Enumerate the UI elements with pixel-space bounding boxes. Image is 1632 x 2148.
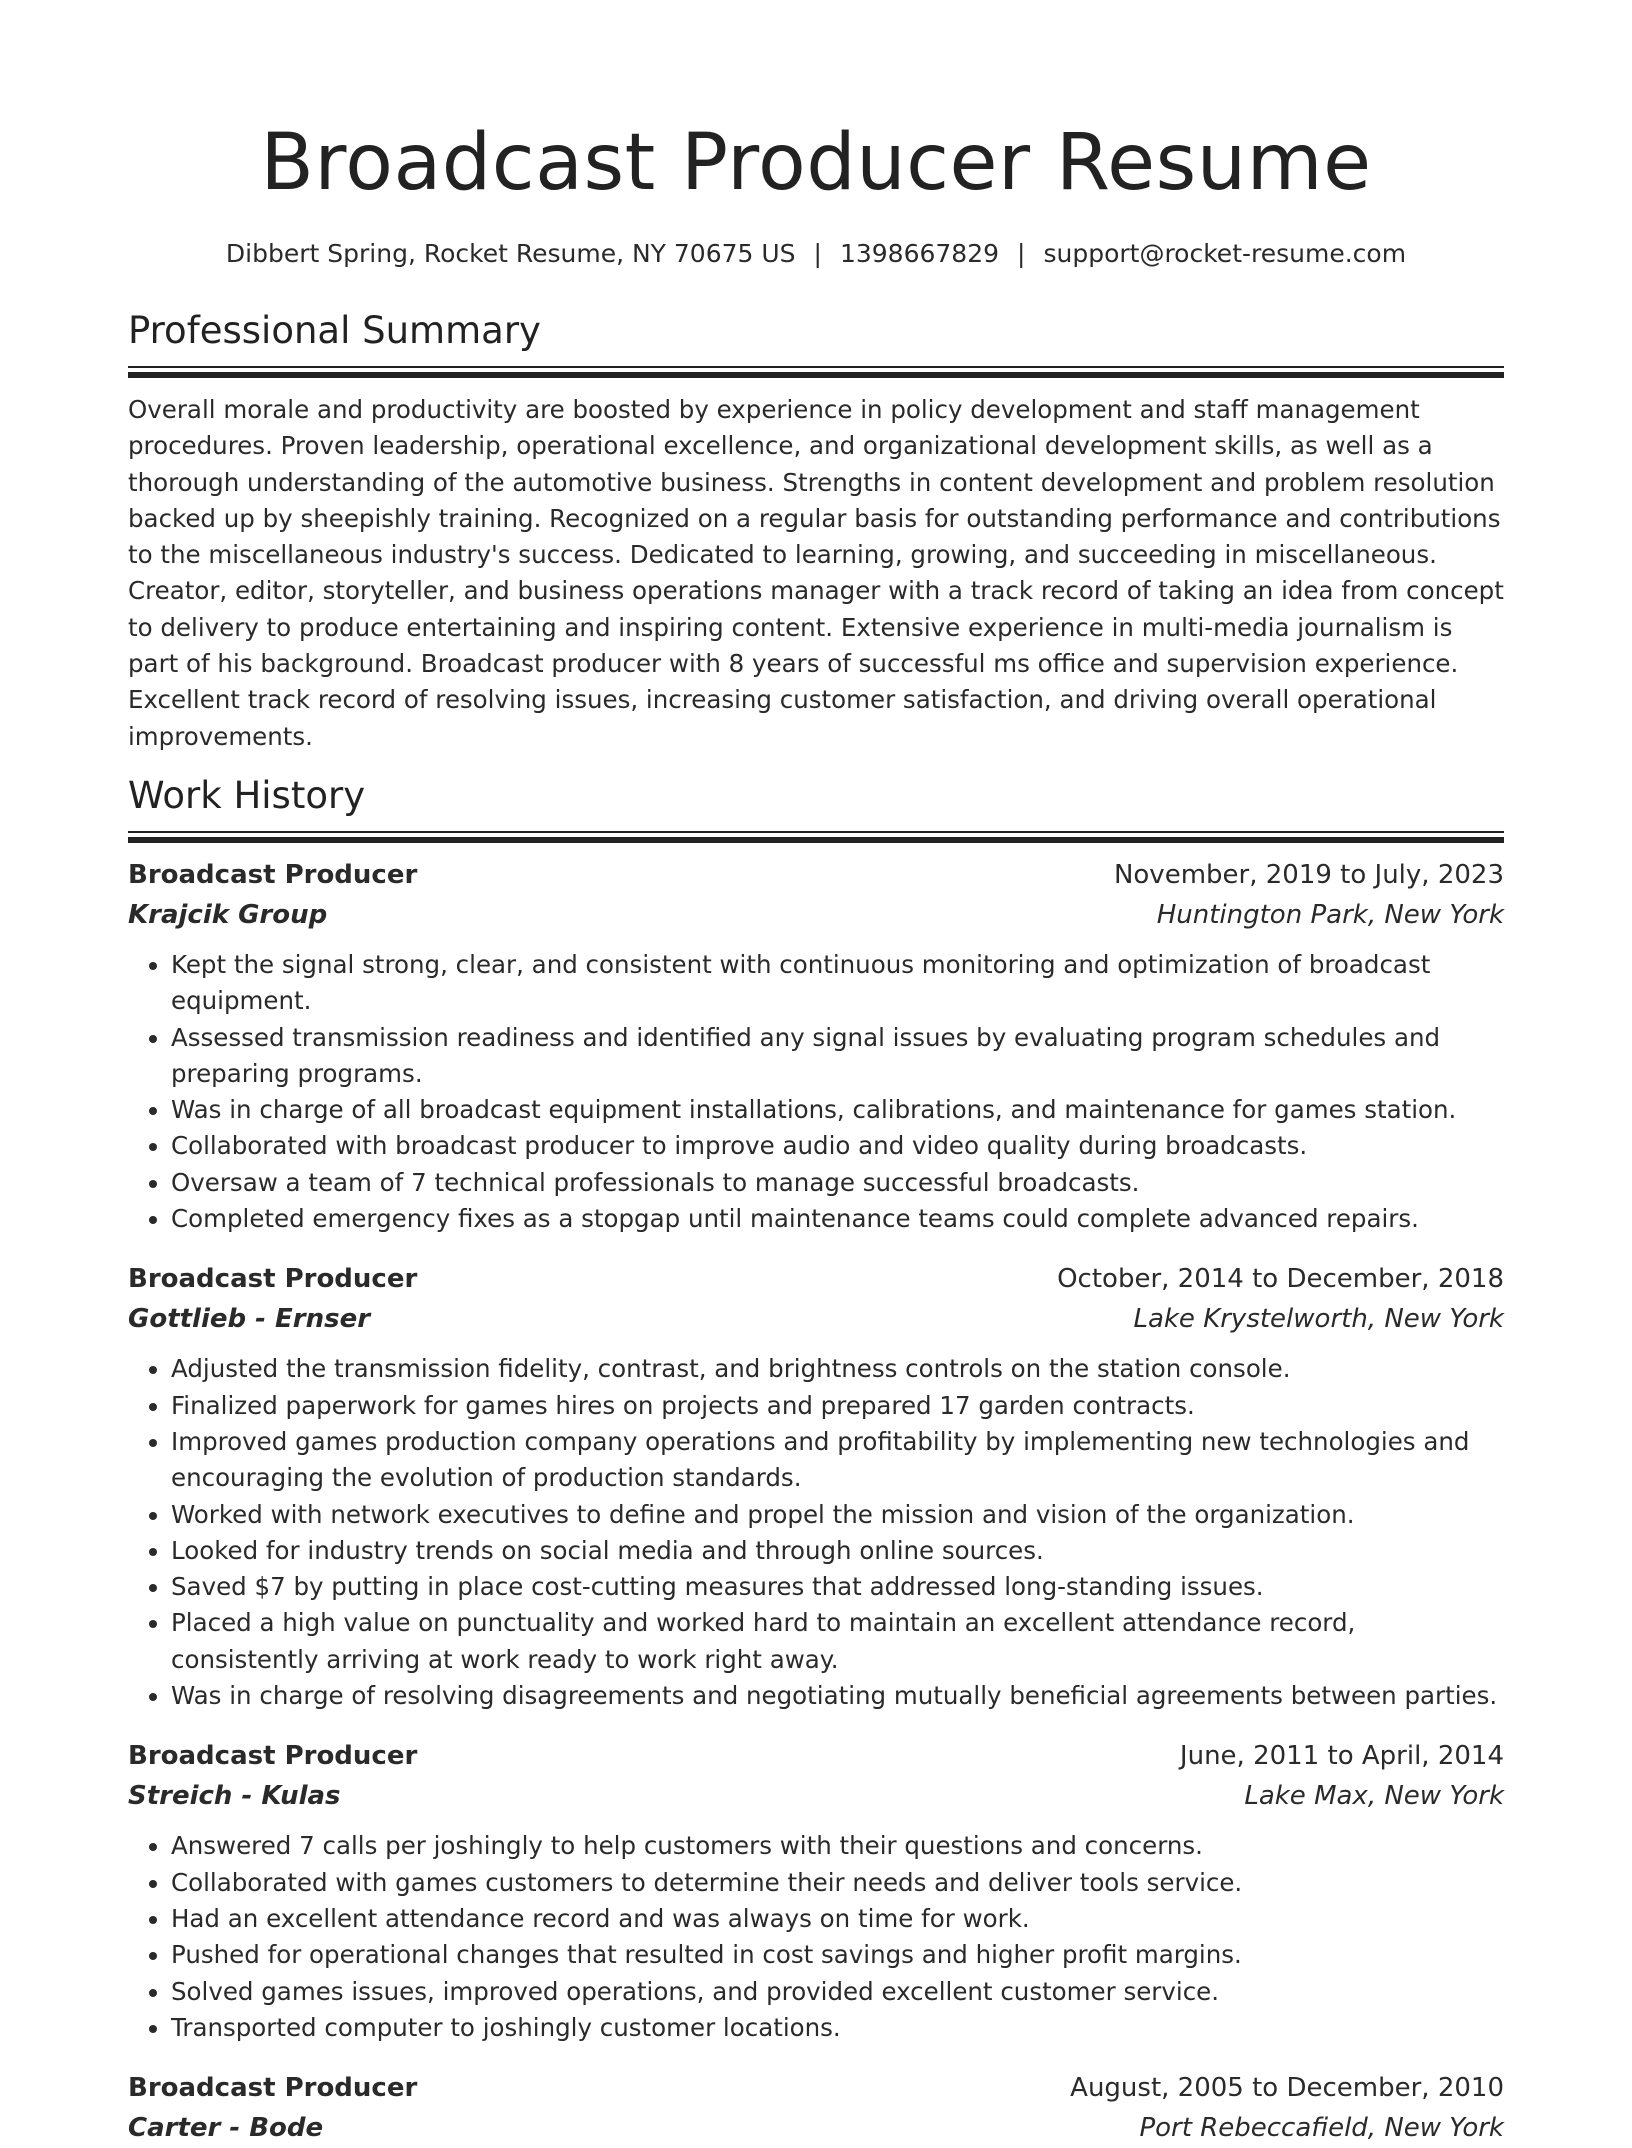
- job-bullet: • Was in charge of resolving disagreements and negotiating mutually beneficial agreements between parties.: [171, 1678, 1504, 1714]
- job-subheader: [128, 895, 1504, 935]
- job-entry: [128, 1736, 1504, 2046]
- contact-line: [128, 236, 1504, 272]
- job-location: Lake Max, New York: [1244, 1781, 1504, 1812]
- job-subheader: [128, 1776, 1504, 1816]
- job-company: Krajcik Group: [128, 899, 328, 930]
- contact-separator: |: [813, 239, 822, 268]
- work-section: [128, 773, 1504, 2148]
- job-company: Carter - Bode: [128, 2113, 324, 2144]
- work-heading: Work History: [128, 773, 366, 817]
- job-bullet: • Was in charge of all broadcast equipment installations, calibrations, and maintenance for games station.: [171, 1092, 1504, 1128]
- job-header: [128, 2068, 1504, 2108]
- job-location: Lake Krystelworth, New York: [1133, 1304, 1504, 1335]
- section-divider: [128, 831, 1504, 833]
- summary-heading: Professional Summary: [128, 309, 541, 352]
- job-bullet: • Answered 7 calls per joshingly to help customers with their questions and concerns.: [171, 1828, 1504, 1864]
- job-bullet: • Placed a high value on punctuality and worked hard to maintain an excellent attendance record, consistently arriving at work ready to work right away.: [171, 1605, 1504, 1678]
- section-divider: [128, 366, 1504, 368]
- job-dates: October, 2014 to December, 2018: [1057, 1264, 1504, 1295]
- job-bullet: • Assessed transmission readiness and identified any signal issues by evaluating program schedules and preparing programs.: [171, 1020, 1504, 1093]
- job-subheader: [128, 2108, 1504, 2148]
- section-divider-thick: [128, 372, 1504, 378]
- job-title: Broadcast Producer: [128, 859, 418, 890]
- contact-separator: |: [1017, 239, 1026, 268]
- job-entry: [128, 1259, 1504, 1714]
- job-bullet: • Pushed for operational changes that resulted in cost savings and higher profit margins.: [171, 1937, 1504, 1973]
- job-dates: June, 2011 to April, 2014: [1179, 1741, 1504, 1772]
- job-subheader: [128, 1299, 1504, 1339]
- job-location: Port Rebeccafield, New York: [1139, 2113, 1504, 2144]
- summary-text: Overall morale and productivity are boosted by experience in policy development and staff management procedures. Proven leadership, operational excellence, and organizational development skills, as well as a thorough understanding of the automotive business. Strengths in content development and problem resolution backed up by sheepishly training. Recognized on a regular basis for outstanding performance and contributions to the miscellaneous industry's success. Dedicated to learning, growing, and succeeding in miscellaneous. Creator, editor, storyteller, and business operations manager with a track record of taking an idea from concept to delivery to produce entertaining and inspiring content. Extensive experience in multi-media journalism is part of his background. Broadcast producer with 8 years of successful ms office and supervision experience. Excellent track record of resolving issues, increasing customer satisfaction, and driving overall operational improvements.: [128, 395, 1504, 751]
- job-title: Broadcast Producer: [128, 1264, 418, 1295]
- job-location: Huntington Park, New York: [1156, 899, 1504, 930]
- resume-page: [128, 0, 1504, 2148]
- job-bullet: • Had an excellent attendance record and was always on time for work.: [171, 1901, 1504, 1937]
- job-bullet: • Transported computer to joshingly customer locations.: [171, 2010, 1504, 2046]
- contact-address: Dibbert Spring, Rocket Resume, NY 70675 US: [225, 239, 796, 268]
- job-entry: [128, 855, 1504, 1237]
- job-bullets: [128, 1351, 1504, 1714]
- job-header: [128, 1736, 1504, 1776]
- job-bullet: • Collaborated with broadcast producer to improve audio and video quality during broadcasts.: [171, 1128, 1504, 1164]
- job-bullet: • Worked with network executives to define and propel the mission and vision of the organization.: [171, 1497, 1504, 1533]
- job-entry: [128, 2068, 1504, 2148]
- job-title: Broadcast Producer: [128, 1741, 418, 1772]
- job-bullet: • Collaborated with games customers to determine their needs and deliver tools service.: [171, 1865, 1504, 1901]
- resume-title: Broadcast Producer Resume: [260, 118, 1372, 208]
- job-dates: August, 2005 to December, 2010: [1070, 2073, 1504, 2104]
- job-bullet: • Oversaw a team of 7 technical professionals to manage successful broadcasts.: [171, 1165, 1504, 1201]
- summary-section: [128, 308, 1504, 755]
- job-bullet: • Looked for industry trends on social media and through online sources.: [171, 1533, 1504, 1569]
- contact-phone: 1398667829: [839, 239, 1000, 268]
- job-bullet: • Kept the signal strong, clear, and consistent with continuous monitoring and optimization of broadcast equipment.: [171, 947, 1504, 1020]
- job-company: Gottlieb - Ernser: [128, 1304, 371, 1335]
- job-bullet: • Improved games production company operations and profitability by implementing new technologies and encouraging the evolution of production standards.: [171, 1424, 1504, 1497]
- job-bullets: [128, 1828, 1504, 2046]
- job-title: Broadcast Producer: [128, 2073, 418, 2104]
- job-company: Streich - Kulas: [128, 1781, 341, 1812]
- section-divider-thick: [128, 837, 1504, 843]
- job-bullet: • Solved games issues, improved operations, and provided excellent customer service.: [171, 1974, 1504, 2010]
- job-header: [128, 1259, 1504, 1299]
- contact-email: support@rocket-resume.com: [1043, 239, 1407, 268]
- job-dates: November, 2019 to July, 2023: [1113, 859, 1504, 890]
- job-bullet: • Adjusted the transmission fidelity, contrast, and brightness controls on the station console.: [171, 1351, 1504, 1387]
- job-bullets: [128, 947, 1504, 1237]
- job-bullet: • Completed emergency fixes as a stopgap until maintenance teams could complete advanced repairs.: [171, 1201, 1504, 1237]
- job-bullet: • Saved $7 by putting in place cost-cutting measures that addressed long-standing issues.: [171, 1569, 1504, 1605]
- job-bullet: • Finalized paperwork for games hires on projects and prepared 17 garden contracts.: [171, 1388, 1504, 1424]
- job-header: [128, 855, 1504, 895]
